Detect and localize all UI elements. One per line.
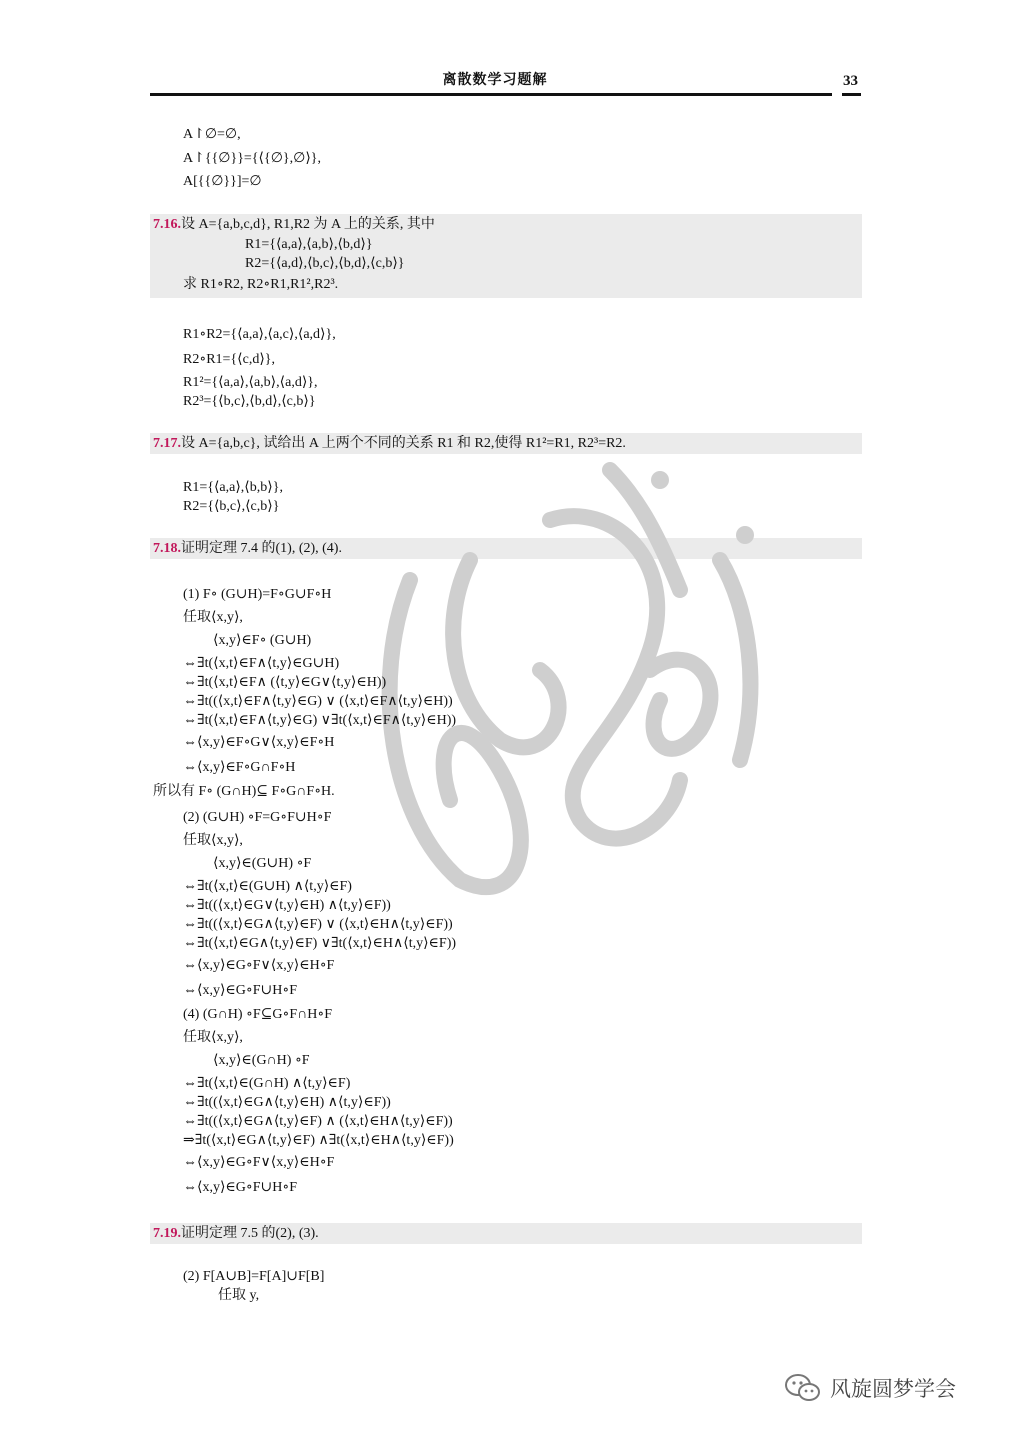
line-text: ⇔⟨x,y⟩∈G∘F∨⟨x,y⟩∈H∘F	[183, 1155, 335, 1170]
wechat-icon	[784, 1373, 822, 1403]
text-line	[183, 1268, 324, 1286]
line-text: ⇔∃t(⟨x,t⟩∈F∧⟨t,y⟩∈G) ∨∃t(⟨x,t⟩∈F∧⟨t,y⟩∈H))	[183, 713, 457, 728]
line-text: ⇔∃t(⟨x,t⟩∈F∧⟨t,y⟩∈G∪H)	[183, 656, 340, 671]
text-line	[183, 1179, 297, 1197]
line-text: (1) F∘ (G∪H)=F∘G∪F∘H	[183, 587, 332, 602]
line-text: A[{{∅}}]=∅	[183, 174, 262, 189]
text-line	[183, 1113, 453, 1131]
problem-statement	[153, 1225, 319, 1243]
text-line	[183, 982, 297, 1000]
text-line	[183, 734, 334, 752]
header-rule	[150, 93, 832, 96]
text-line	[183, 935, 456, 953]
line-text: R2³={⟨b,c⟩,⟨b,d⟩,⟨c,b⟩}	[183, 394, 316, 409]
line-text: ⇔⟨x,y⟩∈F∘G∩F∘H	[183, 760, 296, 775]
line-text: (2) (G∪H) ∘F=G∘F∪H∘F	[183, 810, 332, 825]
page-number-rule	[842, 93, 861, 96]
footer-brand	[784, 1370, 956, 1406]
line-text: ⇒∃t(⟨x,t⟩∈G∧⟨t,y⟩∈F) ∧∃t(⟨x,t⟩∈H∧⟨t,y⟩∈F))	[183, 1133, 454, 1148]
text-line	[183, 832, 243, 850]
text-line	[183, 693, 453, 711]
text-line	[183, 351, 275, 369]
problem-number: 7.16.	[153, 217, 181, 232]
text-line	[183, 150, 321, 168]
line-text: ⇔∃t((⟨x,t⟩∈G∨⟨t,y⟩∈H) ∧⟨t,y⟩∈F))	[183, 898, 391, 913]
line-text: ⟨x,y⟩∈(G∩H) ∘F	[213, 1053, 310, 1068]
line-text: R1∘R2={⟨a,a⟩,⟨a,c⟩,⟨a,d⟩},	[183, 327, 336, 342]
text-line	[153, 783, 335, 801]
text-line	[183, 1006, 332, 1024]
line-text: 求 R1∘R2, R2∘R1,R1²,R2³.	[183, 277, 339, 292]
line-text: ⇔∃t((⟨x,t⟩∈G∧⟨t,y⟩∈F) ∧ (⟨x,t⟩∈H∧⟨t,y⟩∈F))	[183, 1114, 453, 1129]
text-line	[183, 1094, 391, 1112]
line-text: ⇔∃t((⟨x,t⟩∈G∧⟨t,y⟩∈H) ∧⟨t,y⟩∈F))	[183, 1095, 391, 1110]
line-text: R2={⟨a,d⟩,⟨b,c⟩,⟨b,d⟩,⟨c,b⟩}	[245, 256, 405, 271]
line-text: ⟨x,y⟩∈(G∪H) ∘F	[213, 856, 312, 871]
line-text: R1²={⟨a,a⟩,⟨a,b⟩,⟨a,d⟩},	[183, 375, 318, 390]
text-line	[183, 674, 386, 692]
line-text: 任取⟨x,y⟩,	[183, 1030, 243, 1045]
problem-statement	[153, 216, 435, 234]
problem-statement	[153, 435, 626, 453]
line-text: 设 A={a,b,c,d}, R1,R2 为 A 上的关系, 其中	[181, 217, 435, 232]
text-line	[213, 632, 311, 650]
text-line	[183, 916, 453, 934]
line-text: ⇔∃t((⟨x,t⟩∈F∧⟨t,y⟩∈G) ∨ (⟨x,t⟩∈F∧⟨t,y⟩∈H))	[183, 694, 453, 709]
line-text: 任取⟨x,y⟩,	[183, 833, 243, 848]
line-text: R1={⟨a,a⟩,⟨b,b⟩},	[183, 480, 283, 495]
page-number: 33	[843, 73, 858, 89]
text-line	[183, 276, 338, 294]
text-line	[183, 586, 331, 604]
line-text: ⇔∃t(⟨x,t⟩∈F∧ (⟨t,y⟩∈G∨⟨t,y⟩∈H))	[183, 675, 387, 690]
line-text: 任取 y,	[218, 1288, 260, 1303]
problem-number: 7.18.	[153, 541, 181, 556]
line-text: 证明定理 7.4 的(1), (2), (4).	[181, 541, 342, 556]
text-line	[213, 855, 311, 873]
line-text: ⟨x,y⟩∈F∘ (G∪H)	[213, 633, 312, 648]
text-line	[213, 1052, 310, 1070]
text-line	[183, 712, 456, 730]
line-text: R2={⟨b,c⟩,⟨c,b⟩}	[183, 499, 280, 514]
line-text: R2∘R1={⟨c,d⟩},	[183, 352, 276, 367]
text-line	[183, 878, 352, 896]
text-line	[183, 393, 316, 411]
line-text: ⇔⟨x,y⟩∈G∘F∨⟨x,y⟩∈H∘F	[183, 958, 335, 973]
line-text: ⇔⟨x,y⟩∈G∘F∪H∘F	[183, 1180, 298, 1195]
line-text: 任取⟨x,y⟩,	[183, 610, 243, 625]
line-text: ⇔⟨x,y⟩∈F∘G∨⟨x,y⟩∈F∘H	[183, 735, 335, 750]
line-text: ⇔⟨x,y⟩∈G∘F∪H∘F	[183, 983, 298, 998]
text-line	[183, 1075, 350, 1093]
text-line	[183, 374, 318, 392]
line-text: (2) F[A∪B]=F[A]∪F[B]	[183, 1269, 325, 1284]
text-line	[183, 1132, 454, 1150]
text-line	[183, 498, 279, 516]
text-line	[245, 255, 405, 273]
text-line	[183, 809, 331, 827]
line-text: ⇔∃t(⟨x,t⟩∈(G∪H) ∧⟨t,y⟩∈F)	[183, 879, 352, 894]
text-line	[183, 1154, 334, 1172]
problem-number: 7.19.	[153, 1226, 181, 1241]
line-text: ⇔∃t(⟨x,t⟩∈G∧⟨t,y⟩∈F) ∨∃t(⟨x,t⟩∈H∧⟨t,y⟩∈F))	[183, 936, 457, 951]
text-line	[183, 957, 334, 975]
text-line	[183, 479, 283, 497]
line-text: A↾{{∅}}={⟨{∅},∅⟩},	[183, 151, 322, 166]
line-text: 证明定理 7.5 的(2), (3).	[181, 1226, 319, 1241]
text-line	[218, 1287, 259, 1305]
line-text: 所以有 F∘ (G∩H)⊆ F∘G∩F∘H.	[153, 784, 335, 799]
line-text: (4) (G∩H) ∘F⊆G∘F∩H∘F	[183, 1007, 332, 1022]
text-line	[183, 655, 339, 673]
footer-brand-text: 风旋圆梦学会	[830, 1377, 956, 1401]
line-text: R1={⟨a,a⟩,⟨a,b⟩,⟨b,d⟩}	[245, 237, 373, 252]
text-line	[245, 236, 373, 254]
problem-statement	[153, 540, 342, 558]
problem-number: 7.17.	[153, 436, 181, 451]
line-text: A↾∅=∅,	[183, 127, 241, 142]
text-line	[183, 173, 262, 191]
text-line	[183, 609, 243, 627]
text-line	[183, 759, 295, 777]
running-header-title: 离散数学习题解	[442, 73, 548, 88]
signature-watermark	[350, 440, 790, 910]
text-line	[183, 326, 336, 344]
line-text: ⇔∃t(⟨x,t⟩∈(G∩H) ∧⟨t,y⟩∈F)	[183, 1076, 351, 1091]
text-line	[183, 1029, 243, 1047]
line-text: ⇔∃t((⟨x,t⟩∈G∧⟨t,y⟩∈F) ∨ (⟨x,t⟩∈H∧⟨t,y⟩∈F))	[183, 917, 453, 932]
line-text: 设 A={a,b,c}, 试给出 A 上两个不同的关系 R1 和 R2,使得 R1²=R1, R2³=R2.	[181, 436, 626, 451]
text-line	[183, 126, 241, 144]
text-line	[183, 897, 391, 915]
